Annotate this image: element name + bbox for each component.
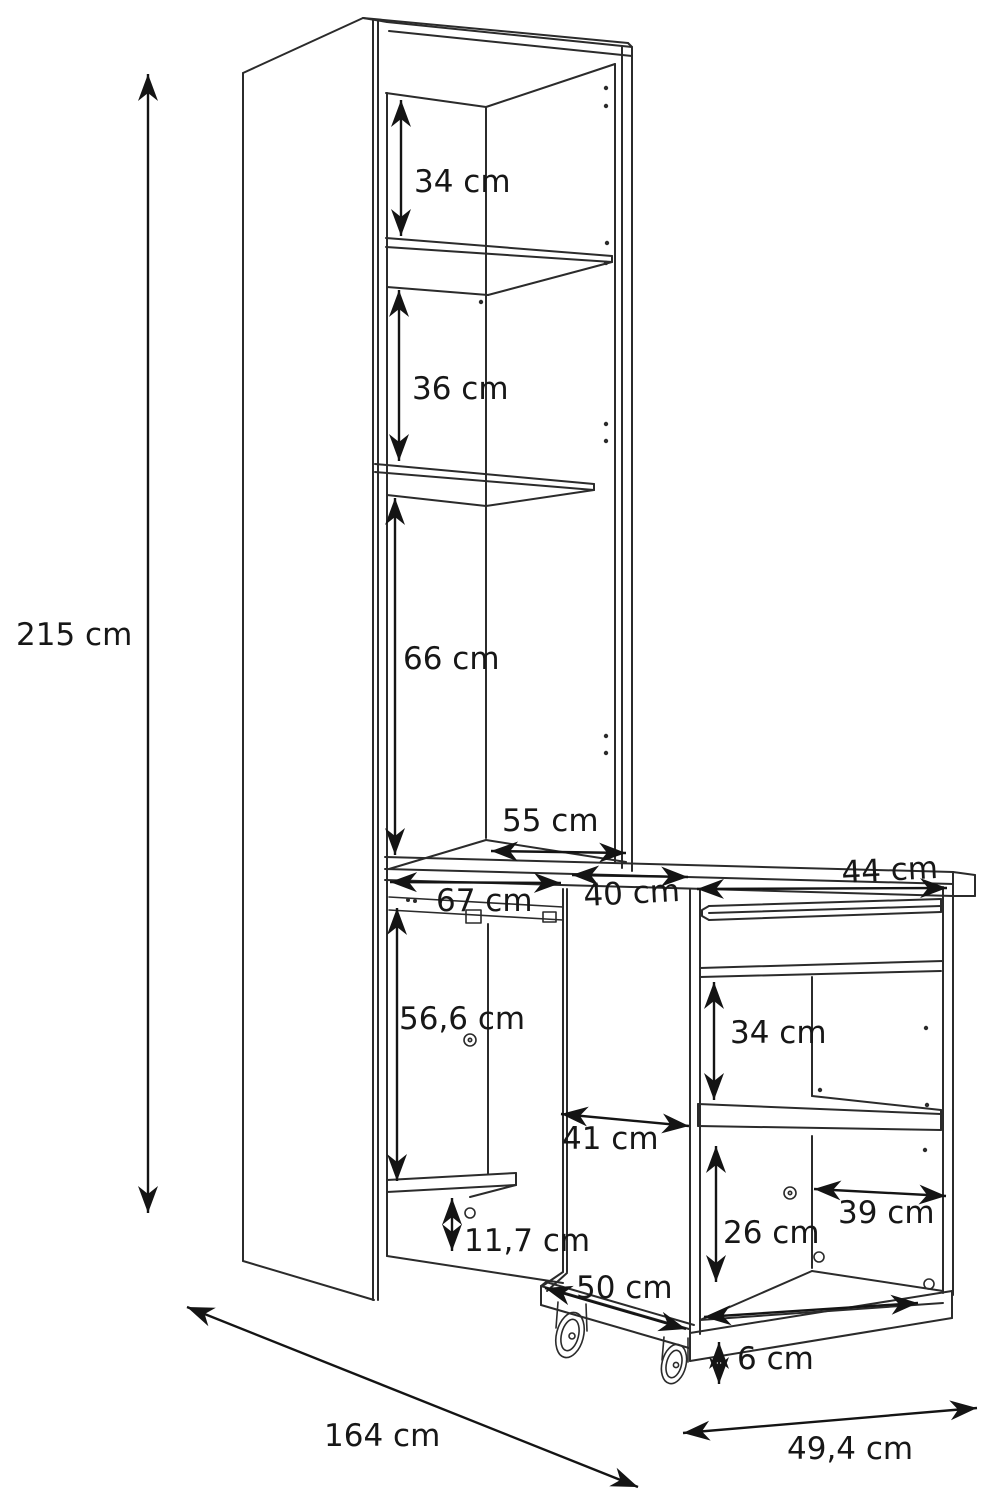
dim-label-pedestal-shelf-width: 39 cm — [838, 1195, 935, 1231]
dim-label-pedestal-top-width: 44 cm — [840, 849, 939, 891]
dim-label-side-top-depth: 40 cm — [582, 872, 681, 914]
dim-label-tall-interior-width: 55 cm — [502, 803, 599, 839]
tall-cabinet-shelf-board-1 — [386, 238, 612, 295]
drawer-handle — [702, 899, 941, 920]
caster-wheel-icon-right — [658, 1337, 691, 1386]
dim-label-total-height: 215 cm — [16, 617, 133, 653]
caster-wheel-icon-left — [551, 1302, 588, 1361]
dim-label-pedestal-width: 49,4 cm — [787, 1431, 914, 1467]
dimension-plinth-height — [719, 1341, 814, 1384]
dim-label-pedestal-upper-compartment: 34 cm — [730, 1015, 827, 1051]
dim-label-tall-second-compartment: 36 cm — [412, 371, 509, 407]
dimension-floor-shelf-clearance — [452, 1198, 590, 1259]
dim-label-pedestal-side-depth: 41 cm — [562, 1121, 659, 1157]
dim-label-tall-top-compartment: 34 cm — [414, 164, 511, 200]
dim-label-pedestal-lower-compartment: 26 cm — [723, 1215, 820, 1251]
tall-cabinet-shelf-board-2 — [375, 464, 594, 506]
dimension-side-top-depth — [572, 873, 688, 914]
dim-label-total-width: 164 cm — [324, 1418, 441, 1454]
dimension-tall-interior-width — [491, 803, 626, 853]
dimension-pedestal-upper-compartment — [714, 982, 827, 1100]
dimension-pedestal-lower-compartment — [716, 1146, 820, 1282]
dimension-tall-second-compartment — [399, 290, 509, 461]
dimension-under-desk-height — [397, 908, 525, 1181]
dim-label-plinth-height: 6 cm — [737, 1341, 814, 1377]
dim-label-base-rail-depth: 50 cm — [576, 1270, 673, 1306]
dimension-pedestal-shelf-width — [814, 1189, 946, 1231]
dim-label-floor-shelf-clearance: 11,7 cm — [464, 1223, 591, 1259]
pedestal-outline — [690, 887, 953, 1361]
dimension-tall-third-compartment — [395, 498, 500, 855]
dim-label-tall-third-compartment: 66 cm — [403, 641, 500, 677]
dimension-total-height — [16, 74, 148, 1213]
dimension-pedestal-width — [683, 1408, 977, 1467]
dimension-tall-top-compartment — [401, 100, 511, 236]
dim-label-knee-space-width: 67 cm — [436, 883, 533, 919]
dimension-pedestal-top-width — [697, 850, 947, 891]
dimension-pedestal-side-depth — [561, 1114, 689, 1157]
dim-label-under-desk-height: 56,6 cm — [399, 1001, 526, 1037]
